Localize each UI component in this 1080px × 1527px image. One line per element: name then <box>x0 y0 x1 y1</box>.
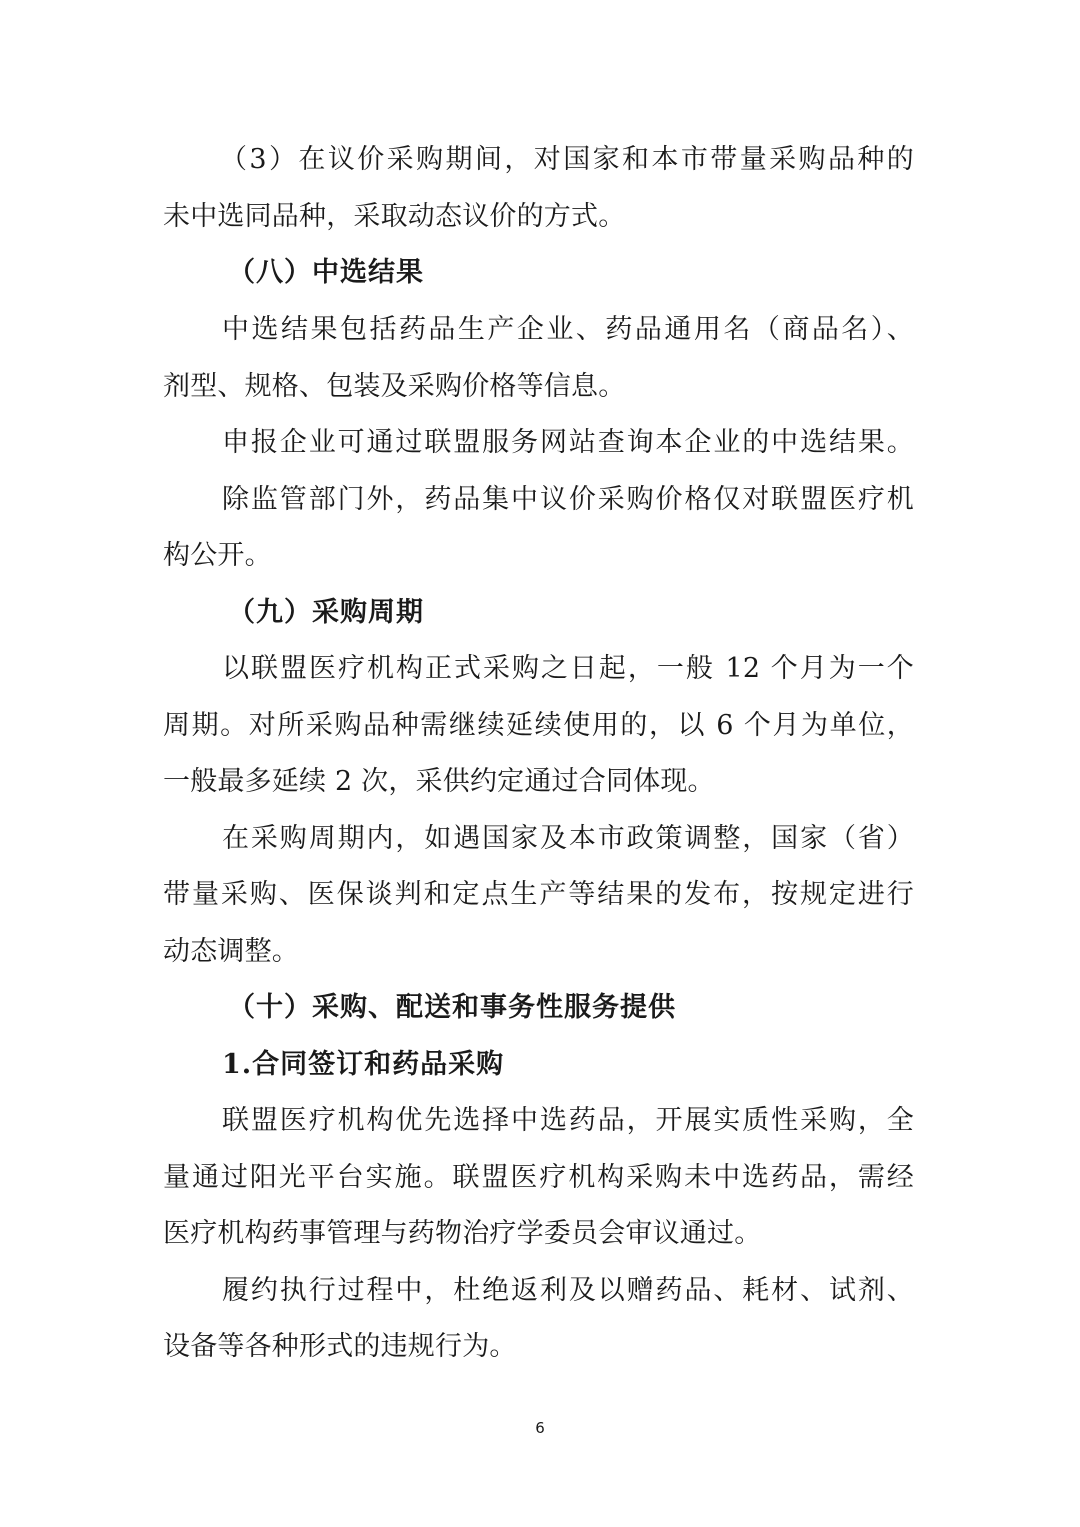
paragraph-line: 中选结果包括药品生产企业、药品通用名（商品名）、 <box>222 314 914 345</box>
paragraph-line: （3）在议价采购期间，对国家和本市带量采购品种的 <box>220 144 914 175</box>
paragraph-line: 履约执行过程中，杜绝返利及以赠药品、耗材、试剂、 <box>222 1275 914 1306</box>
paragraph-line: 未中选同品种，采取动态议价的方式。 <box>163 201 626 232</box>
paragraph-line: 动态调整。 <box>163 936 299 967</box>
paragraph-line: 构公开。 <box>163 540 272 571</box>
paragraph-line: 联盟医疗机构优先选择中选药品，开展实质性采购，全 <box>222 1105 914 1136</box>
section-heading-9: （九）采购周期 <box>228 597 424 628</box>
paragraph-line: 周期。对所采购品种需继续延续使用的，以 6 个月为单位， <box>163 710 914 741</box>
paragraph-line: 在采购周期内，如遇国家及本市政策调整，国家（省） <box>222 823 914 854</box>
section-heading-10: （十）采购、配送和事务性服务提供 <box>228 992 676 1023</box>
paragraph-line: 量通过阳光平台实施。联盟医疗机构采购未中选药品，需经 <box>163 1162 914 1193</box>
paragraph-line: 医疗机构药事管理与药物治疗学委员会审议通过。 <box>163 1218 762 1249</box>
page-number: 6 <box>535 1419 545 1437</box>
paragraph-line: 以联盟医疗机构正式采购之日起，一般 12 个月为一个 <box>222 653 914 684</box>
paragraph-line: 带量采购、医保谈判和定点生产等结果的发布，按规定进行 <box>163 879 914 910</box>
paragraph-line: 一般最多延续 2 次，采供约定通过合同体现。 <box>163 766 715 797</box>
paragraph-line: 申报企业可通过联盟服务网站查询本企业的中选结果。 <box>222 427 914 458</box>
paragraph-line: 设备等各种形式的违规行为。 <box>163 1331 517 1362</box>
subsection-heading: 1.合同签订和药品采购 <box>222 1049 505 1080</box>
section-heading-8: （八）中选结果 <box>228 257 424 288</box>
paragraph-line: 剂型、规格、包装及采购价格等信息。 <box>163 371 626 402</box>
paragraph-line: 除监管部门外，药品集中议价采购价格仅对联盟医疗机 <box>222 484 914 515</box>
